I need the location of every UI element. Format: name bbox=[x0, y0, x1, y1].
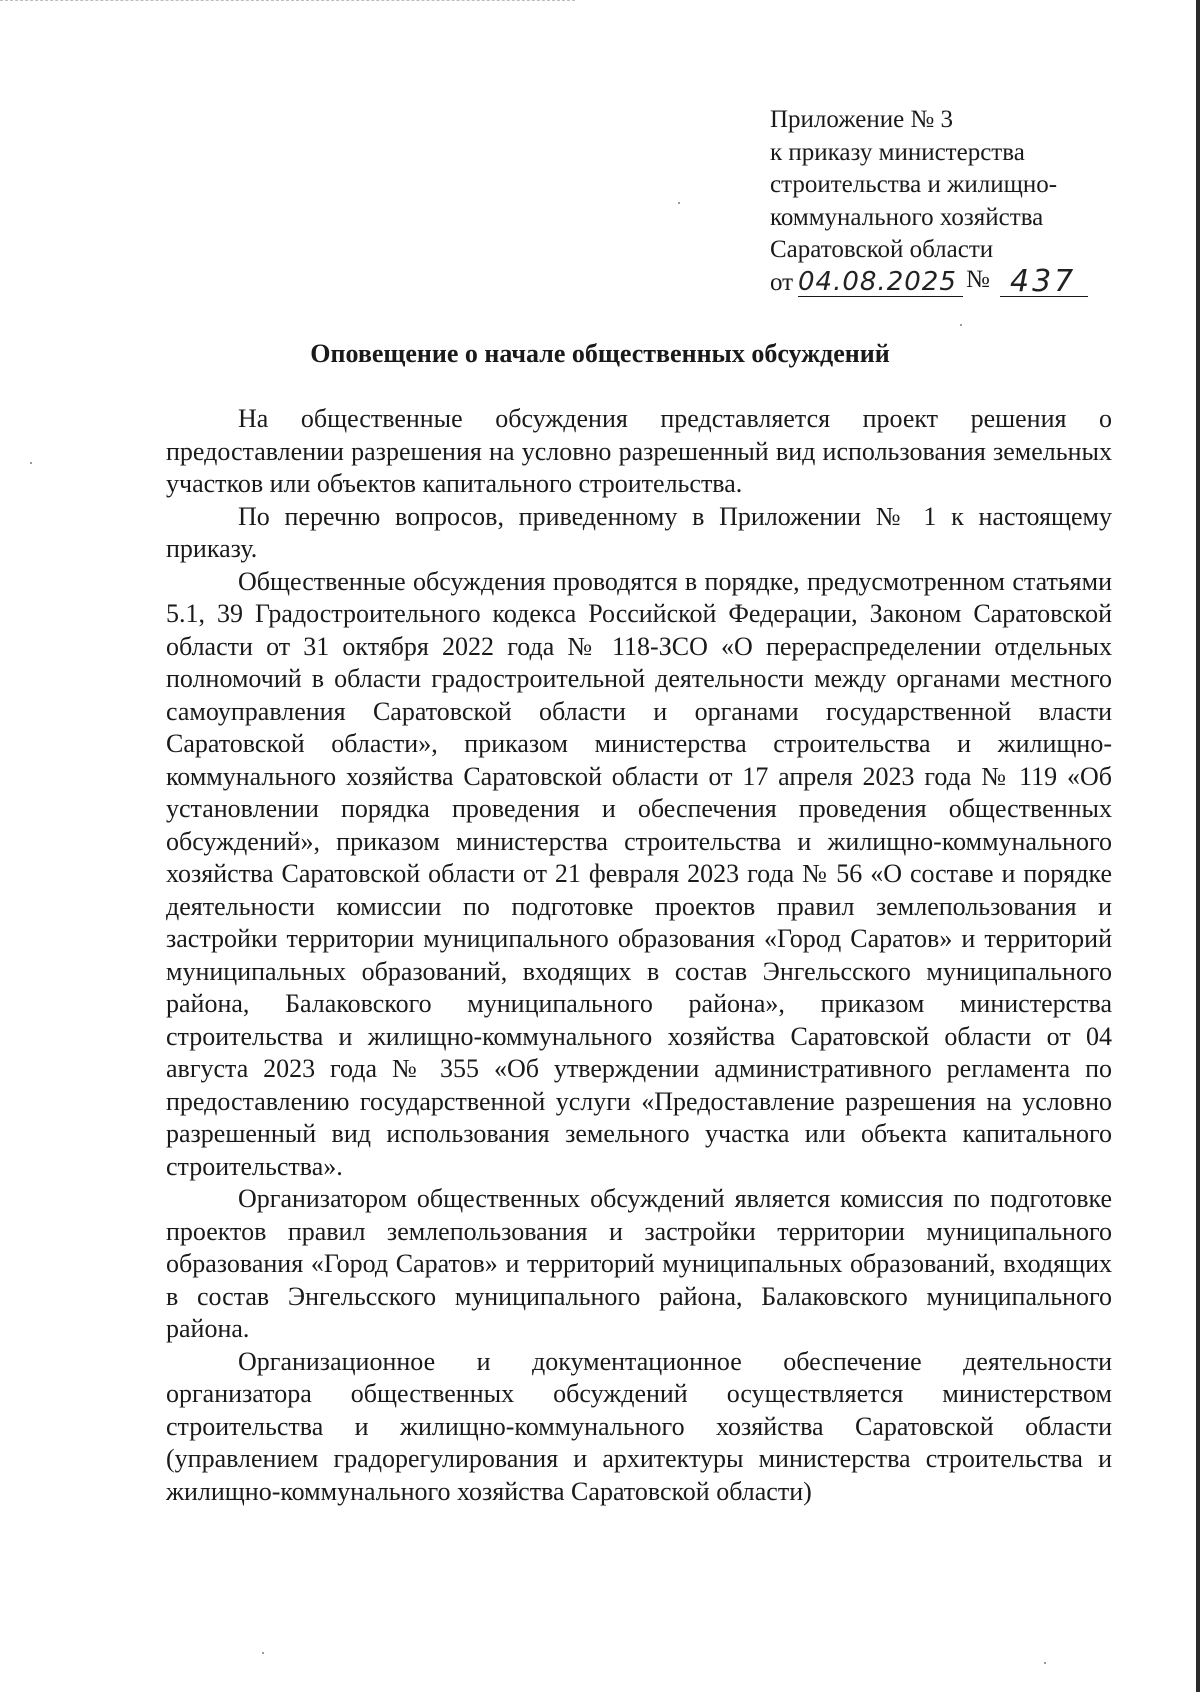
body-paragraph: На общественные обсуждения представляется проект решения о предоставлении разрешения на условно разрешенный вид использования земельных участков или объектов капитального строительства. bbox=[166, 404, 1112, 498]
appendix-line: Приложение № 3 bbox=[770, 106, 954, 133]
scan-right-border bbox=[1196, 0, 1200, 1692]
appendix-line: Саратовской области bbox=[770, 236, 994, 263]
handwritten-date: 04.08.2025 bbox=[798, 267, 957, 297]
appendix-line: к приказу министерства bbox=[770, 138, 1025, 166]
body-paragraph: Общественные обсуждения проводятся в порядке, предусмотренном статьями 5.1, 39 Градостроительного кодекса Российской Федерации, Законом Саратовской области от 31 октября 2022 года № 118-ЗСО «О перераспределении отдельных полномочий в области градостроительной деятельности между органами местного самоуправления Саратовской области и органами государственной власти Саратовской области», приказом министерства строительства и жилищно-коммунального хозяйства Саратовской области от 17 апреля 2023 года № 119 «Об установлении порядка проведения и обеспечения проведения общественных обсуждений», приказом министерства строительства и жилищно-коммунального хозяйства Саратовской области от 21 февраля 2023 года № 56 «О составе и порядке деятельности комиссии по подготовке проектов правил землепользования и застройки территории муниципального образования «Город Саратов» и территорий муниципальных образований, входящих в состав Энгельсского муниципального района, Балаковского муниципального района», приказом министерства строительства и жилищно-коммунального хозяйства Саратовской области от 04 августа 2023 года № 355 «Об утверждении административного регламента по предоставлению государственной услуги «Предоставление разрешения на условно разрешенный вид использования земельного участка или объекта капитального строительства». bbox=[166, 566, 1112, 1181]
document-body bbox=[166, 403, 1112, 1508]
scan-speck bbox=[678, 202, 680, 204]
body-paragraph: По перечню вопросов, приведенному в Приложении № 1 к настоящему приказу. bbox=[166, 501, 1112, 563]
appendix-line: строительства и жилищно- bbox=[770, 171, 1058, 198]
number-sign: № bbox=[966, 266, 990, 293]
scan-speck bbox=[262, 1652, 264, 1654]
scan-top-edge bbox=[0, 0, 575, 1]
body-paragraph: Организационное и документационное обеспечение деятельности организатора общественных обсуждений осуществляется министерством строительства и жилищно-коммунального хозяйства Саратовской области (управлением градорегулирования и архитектуры министерства строительства и жилищно-коммунального хозяйства Саратовской области) bbox=[166, 1346, 1112, 1506]
scan-speck bbox=[1044, 1662, 1046, 1664]
body-paragraph: Организатором общественных обсуждений является комиссия по подготовке проектов правил землепользования и застройки территории муниципального образования «Город Саратов» и территорий муниципальных образований, входящих в состав Энгельсского муниципального района, Балаковского муниципального района. bbox=[166, 1184, 1112, 1343]
date-prefix: от bbox=[770, 268, 794, 296]
scan-speck bbox=[960, 324, 962, 326]
order-date-number-line bbox=[770, 264, 1090, 301]
handwritten-number: 437 bbox=[1010, 264, 1077, 299]
document-title: Оповещение о начале общественных обсуждений bbox=[310, 339, 890, 368]
appendix-block bbox=[770, 104, 1090, 301]
scan-speck bbox=[30, 462, 32, 464]
appendix-line: коммунального хозяйства bbox=[770, 203, 1044, 231]
